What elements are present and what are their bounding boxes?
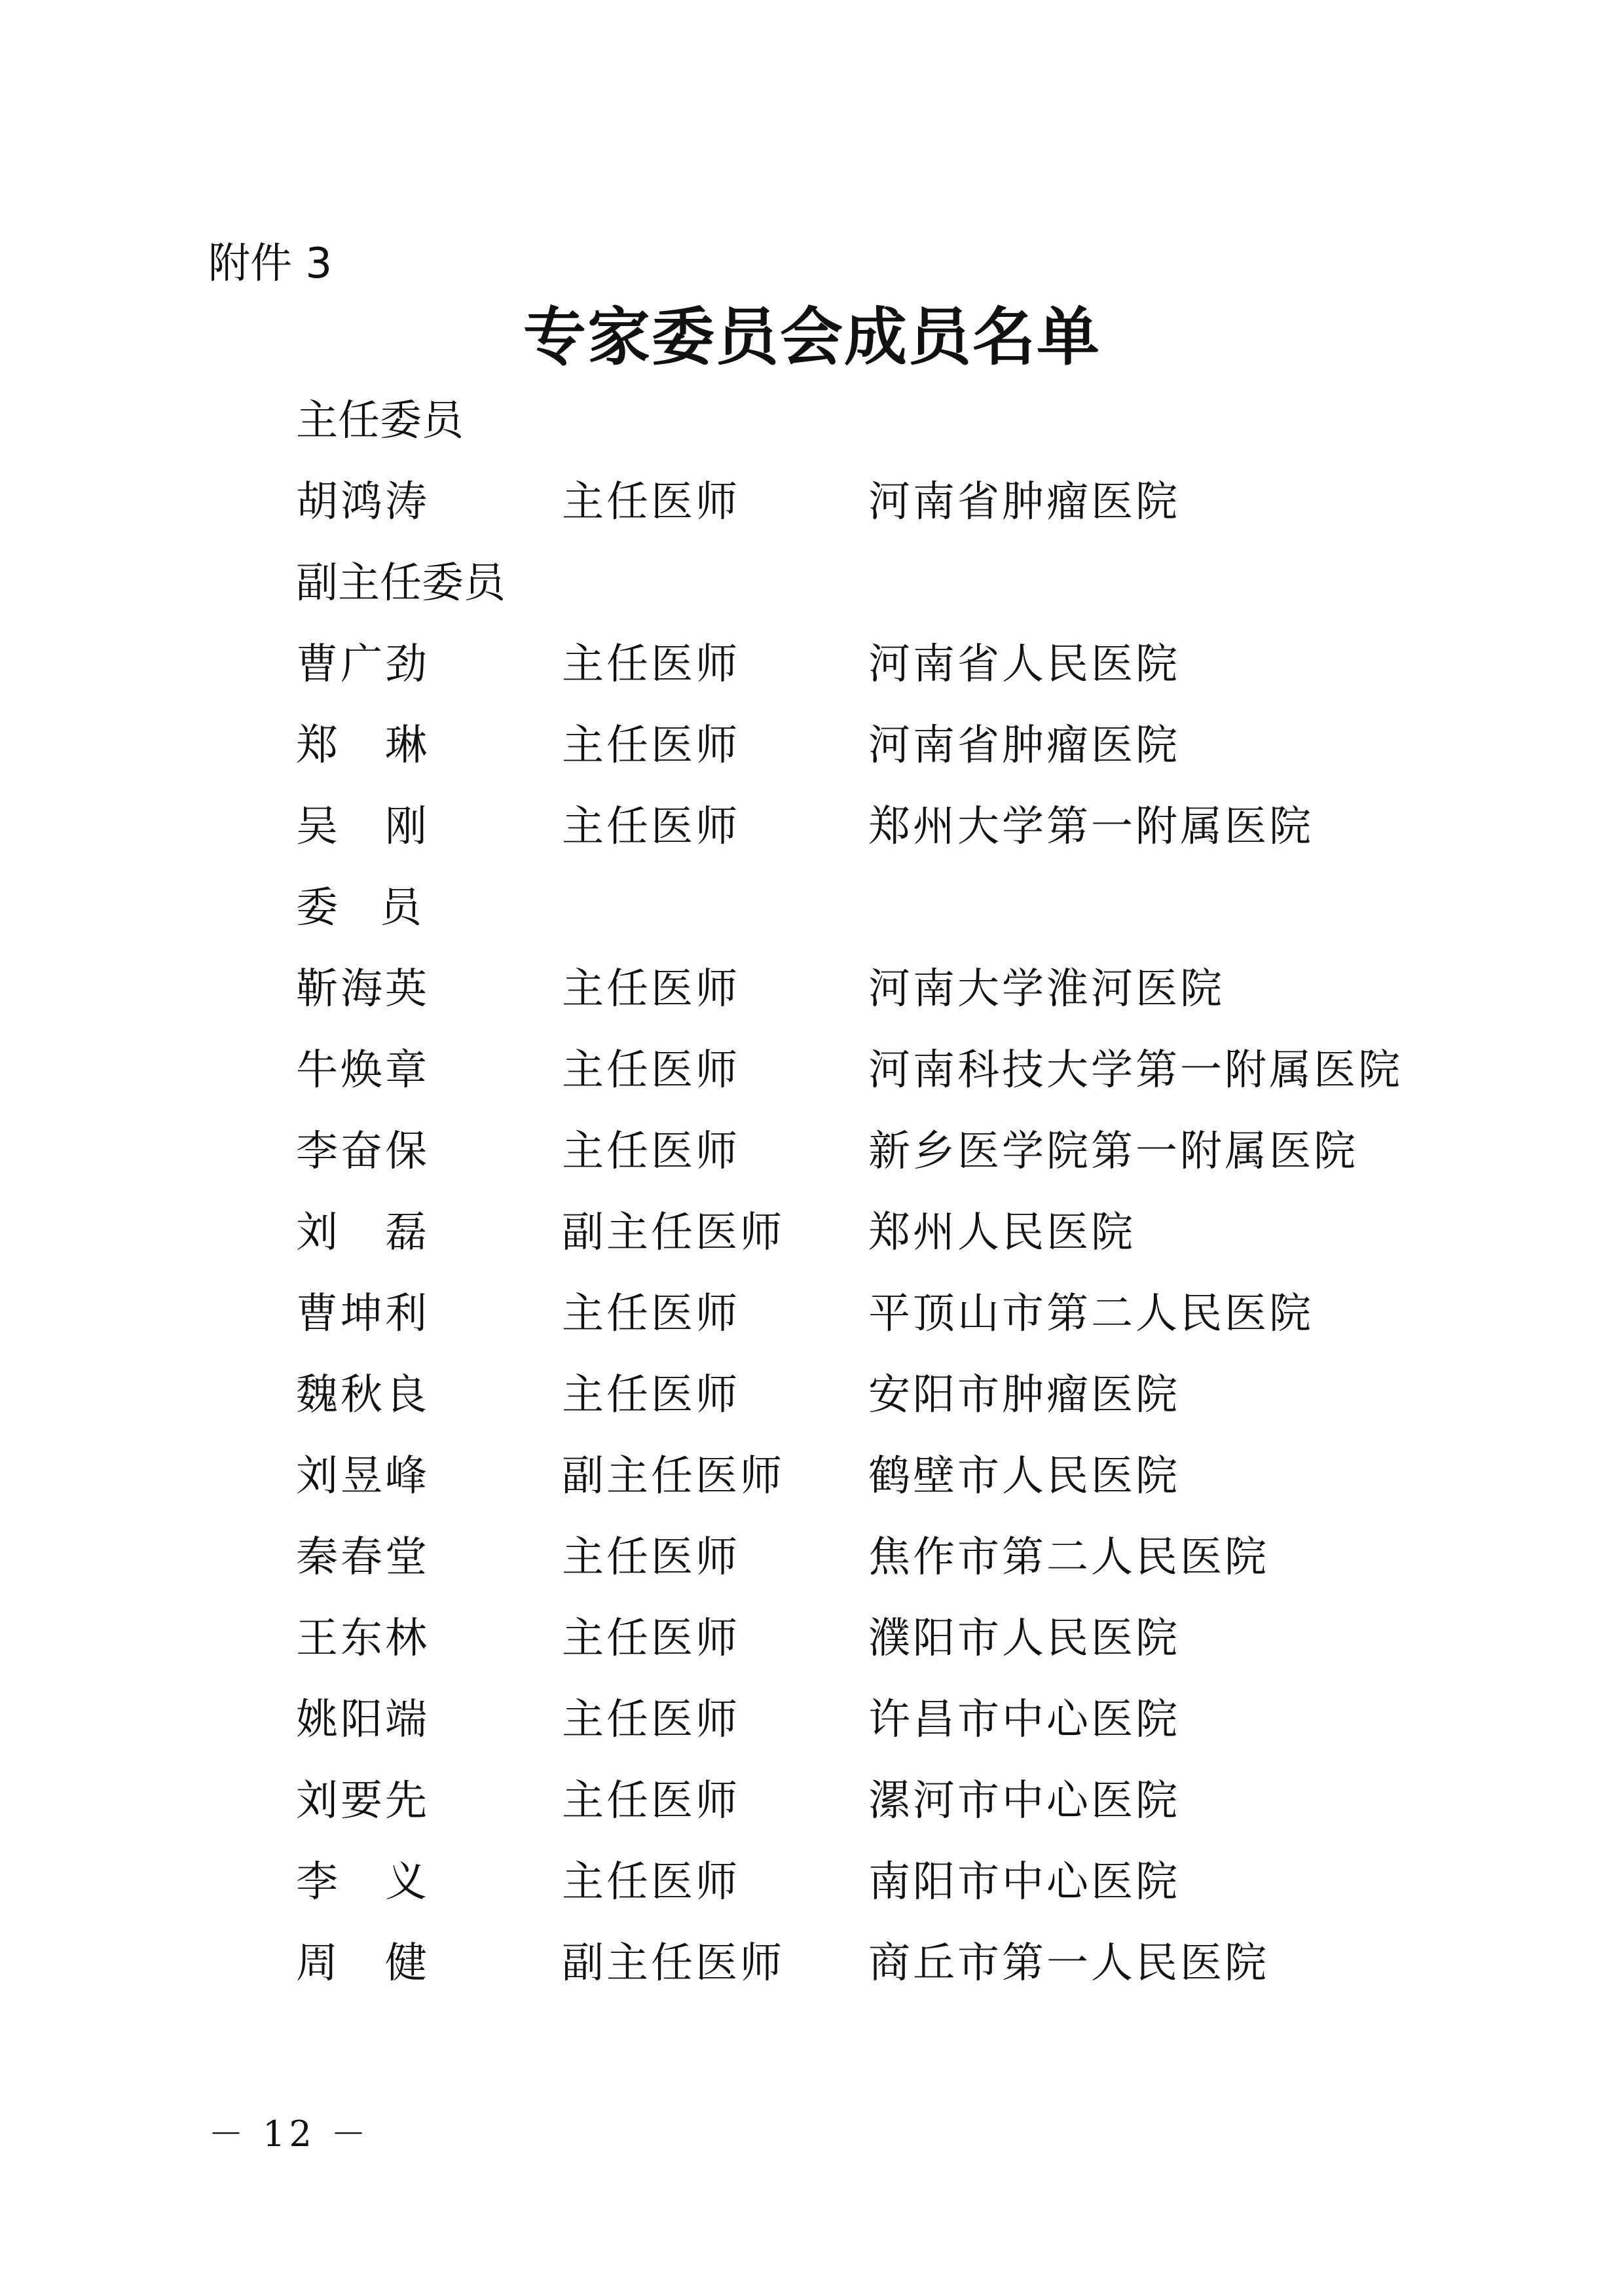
member-title: 主任医师: [562, 721, 740, 770]
member-title: 主任医师: [562, 1127, 740, 1176]
section-heading-vice-chair: 副主任委员: [296, 559, 506, 608]
member-title: 主任医师: [562, 1046, 740, 1095]
section-heading-members: 委 员: [296, 884, 422, 932]
member-org: 河南省肿瘤医院: [868, 721, 1180, 770]
member-name: 李奋保: [296, 1127, 430, 1176]
member-title: 主任医师: [562, 965, 740, 1013]
member-name: 王东林: [296, 1614, 430, 1663]
member-org: 商丘市第一人民医院: [868, 1939, 1269, 1988]
member-name: 郑 琳: [296, 721, 430, 770]
member-title: 副主任医师: [562, 1939, 784, 1988]
member-org: 新乡医学院第一附属医院: [868, 1127, 1358, 1176]
member-org: 焦作市第二人民医院: [868, 1533, 1269, 1582]
member-title: 主任医师: [562, 1696, 740, 1744]
member-name: 周 健: [296, 1939, 430, 1988]
member-name: 姚阳端: [296, 1696, 430, 1744]
member-org: 安阳市肿瘤医院: [868, 1371, 1180, 1419]
member-org: 平顶山市第二人民医院: [868, 1290, 1314, 1338]
document-title: 专家委员会成员名单: [523, 300, 1101, 374]
member-org: 郑州人民医院: [868, 1209, 1135, 1257]
member-org: 鹤壁市人民医院: [868, 1452, 1180, 1501]
member-org: 漯河市中心医院: [868, 1777, 1180, 1825]
member-org: 许昌市中心医院: [868, 1696, 1180, 1744]
member-org: 郑州大学第一附属医院: [868, 803, 1314, 851]
member-name: 秦春堂: [296, 1533, 430, 1582]
member-title: 主任医师: [562, 1858, 740, 1906]
member-org: 河南省人民医院: [868, 640, 1180, 689]
member-org: 濮阳市人民医院: [868, 1614, 1180, 1663]
member-title: 主任医师: [562, 478, 740, 526]
member-name: 曹广劲: [296, 640, 430, 689]
member-name: 胡鸿涛: [296, 478, 430, 526]
member-title: 副主任医师: [562, 1452, 784, 1501]
member-name: 魏秋良: [296, 1371, 430, 1419]
member-name: 曹坤利: [296, 1290, 430, 1338]
member-org: 河南大学淮河医院: [868, 965, 1225, 1013]
member-title: 主任医师: [562, 803, 740, 851]
member-title: 主任医师: [562, 1777, 740, 1825]
member-org: 河南省肿瘤医院: [868, 478, 1180, 526]
member-name: 刘昱峰: [296, 1452, 430, 1501]
member-name: 牛焕章: [296, 1046, 430, 1095]
member-name: 靳海英: [296, 965, 430, 1013]
section-heading-chair: 主任委员: [296, 397, 464, 445]
member-title: 副主任医师: [562, 1209, 784, 1257]
member-org: 河南科技大学第一附属医院: [868, 1046, 1403, 1095]
member-name: 刘要先: [296, 1777, 430, 1825]
member-name: 吴 刚: [296, 803, 430, 851]
member-title: 主任医师: [562, 1533, 740, 1582]
member-org: 南阳市中心医院: [868, 1858, 1180, 1906]
member-title: 主任医师: [562, 1371, 740, 1419]
member-title: 主任医师: [562, 1614, 740, 1663]
page-number: － 12 －: [208, 2113, 371, 2155]
member-name: 刘 磊: [296, 1209, 430, 1257]
attachment-label: 附件 3: [208, 240, 333, 288]
member-title: 主任医师: [562, 1290, 740, 1338]
member-title: 主任医师: [562, 640, 740, 689]
member-name: 李 义: [296, 1858, 430, 1906]
